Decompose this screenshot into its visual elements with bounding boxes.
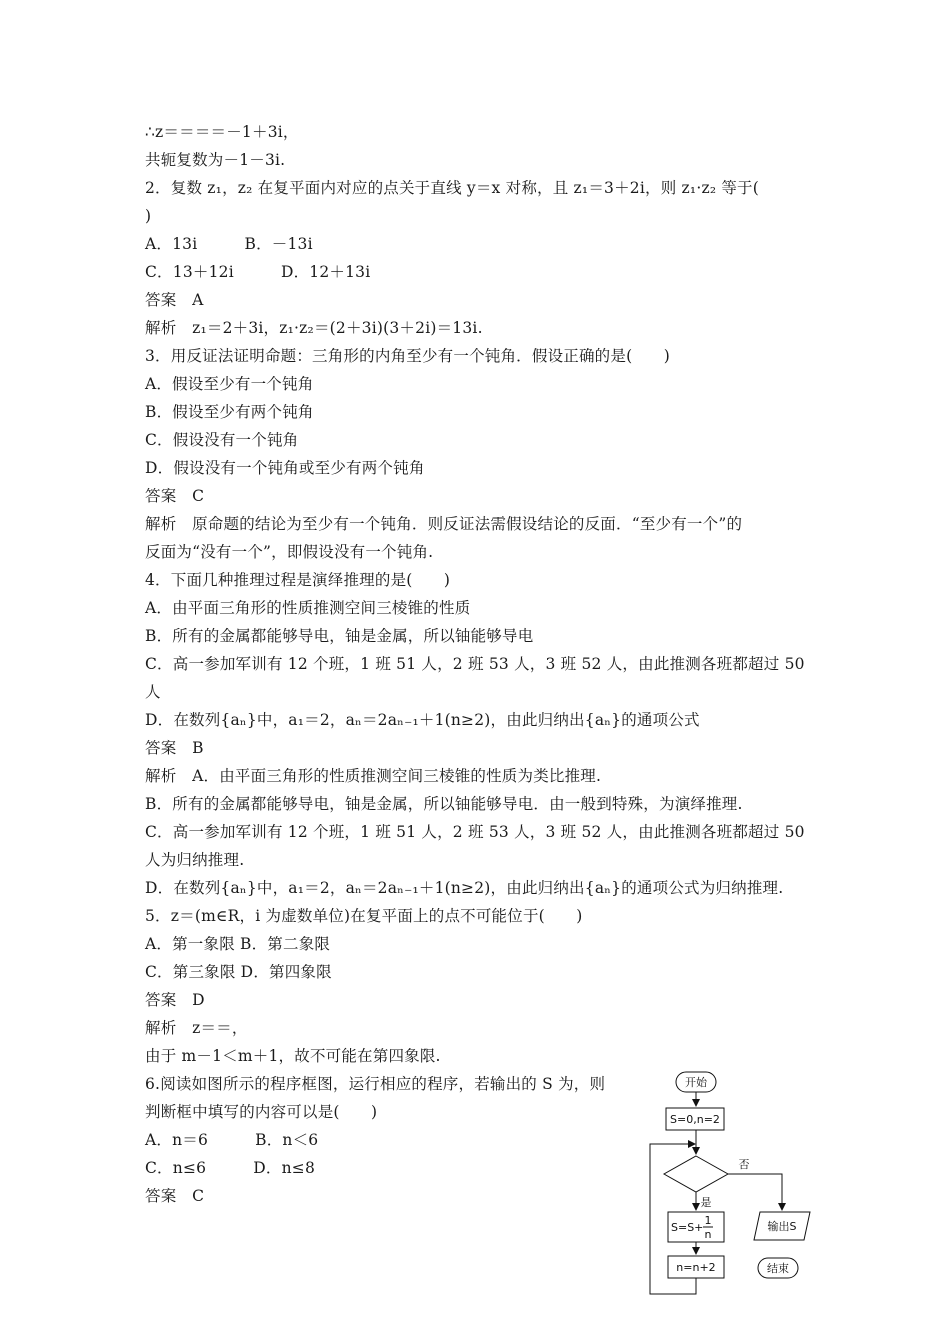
output-label: 输出S: [767, 1220, 797, 1233]
question-4-stem: 4．下面几种推理过程是演绎推理的是( ): [145, 571, 451, 589]
question-2-options: A．13i B．－13i: [145, 235, 313, 253]
option-line: D．在数列{aₙ}中，a₁＝2，aₙ＝2aₙ₋₁＋1(n≥2)，由此归纳出{aₙ}的通项公式: [145, 711, 700, 729]
question-5-stem: 5．z＝(m∈R，i 为虚数单位)在复平面上的点不可能位于( ): [145, 907, 583, 925]
update-s-label: S=S+: [671, 1221, 704, 1234]
text-line: ∴z＝＝＝＝－1＋3i，: [145, 123, 299, 141]
answer-line: 答案 B: [145, 739, 204, 757]
option-line: B．假设至少有两个钝角: [145, 403, 314, 421]
analysis-line: 解析 原命题的结论为至少有一个钝角．则反证法需假设结论的反面．“至少有一个”的: [145, 515, 743, 533]
end-label: 结束: [767, 1262, 789, 1275]
option-line: A．n＝6 B．n＜6: [145, 1131, 319, 1149]
option-line: C．高一参加军训有 12 个班，1 班 51 人，2 班 53 人，3 班 52 人，由此推测各班都超过 50: [145, 655, 805, 673]
analysis-line: D．在数列{aₙ}中，a₁＝2，aₙ＝2aₙ₋₁＋1(n≥2)，由此归纳出{aₙ}的通项公式为归纳推理.: [145, 879, 784, 897]
decision-diamond: [664, 1156, 728, 1192]
text-line: ): [145, 207, 152, 225]
program-flowchart: [640, 1066, 820, 1306]
answer-line: 答案 C: [145, 1187, 205, 1205]
question-3-stem: 3．用反证法证明命题：三角形的内角至少有一个钝角．假设正确的是( ): [145, 347, 670, 365]
option-line: D．假设没有一个钝角或至少有两个钝角: [145, 459, 425, 477]
increment-label: n=n+2: [676, 1261, 716, 1274]
option-line: C．n≤6 D．n≤8: [145, 1159, 316, 1177]
text-line: 共轭复数为－1－3i.: [145, 151, 286, 169]
fraction-denominator: n: [704, 1228, 712, 1241]
option-line: C．假设没有一个钝角: [145, 431, 299, 449]
answer-line: 答案 A: [145, 291, 204, 309]
option-line: A．假设至少有一个钝角: [145, 375, 314, 393]
answer-line: 答案 C: [145, 487, 205, 505]
no-label: 否: [738, 1158, 750, 1171]
analysis-line: 解析 z＝＝，: [145, 1019, 248, 1037]
option-line: B．所有的金属都能够导电，铀是金属，所以铀能够导电: [145, 627, 534, 645]
answer-line: 答案 D: [145, 991, 205, 1009]
question-6-stem: 6.阅读如图所示的程序框图，运行相应的程序，若输出的 S 为，则: [145, 1075, 606, 1093]
analysis-line: B．所有的金属都能够导电，铀是金属，所以铀能够导电．由一般到特殊，为演绎推理.: [145, 795, 743, 813]
start-label: 开始: [685, 1076, 707, 1089]
analysis-line: 人为归纳推理.: [145, 851, 245, 869]
analysis-line: 解析 A．由平面三角形的性质推测空间三棱锥的性质为类比推理.: [145, 767, 602, 785]
analysis-line: 由于 m－1＜m＋1，故不可能在第四象限.: [145, 1047, 441, 1065]
question-2-options: C．13＋12i D．12＋13i: [145, 263, 371, 281]
question-2-stem: 2．复数 z₁，z₂ 在复平面内对应的点关于直线 y＝x 对称，且 z₁＝3＋2i，则 z₁·z₂ 等于(: [145, 179, 760, 197]
init-label: S=0,n=2: [670, 1113, 720, 1126]
option-line: A．由平面三角形的性质推测空间三棱锥的性质: [145, 599, 471, 617]
question-6-stem: 判断框中填写的内容可以是( ): [145, 1103, 378, 1121]
option-line: A．第一象限 B．第二象限: [145, 935, 331, 953]
analysis-line: C．高一参加军训有 12 个班，1 班 51 人，2 班 53 人，3 班 52 人，由此推测各班都超过 50: [145, 823, 805, 841]
fraction-numerator: 1: [704, 1214, 712, 1227]
option-line: 人: [145, 683, 161, 701]
analysis-line: 反面为“没有一个”，即假设没有一个钝角.: [145, 543, 434, 561]
analysis-line: 解析 z₁＝2＋3i，z₁·z₂＝(2＋3i)(3＋2i)＝13i.: [145, 319, 483, 337]
yes-label: 是: [700, 1196, 712, 1209]
option-line: C．第三象限 D．第四象限: [145, 963, 332, 981]
